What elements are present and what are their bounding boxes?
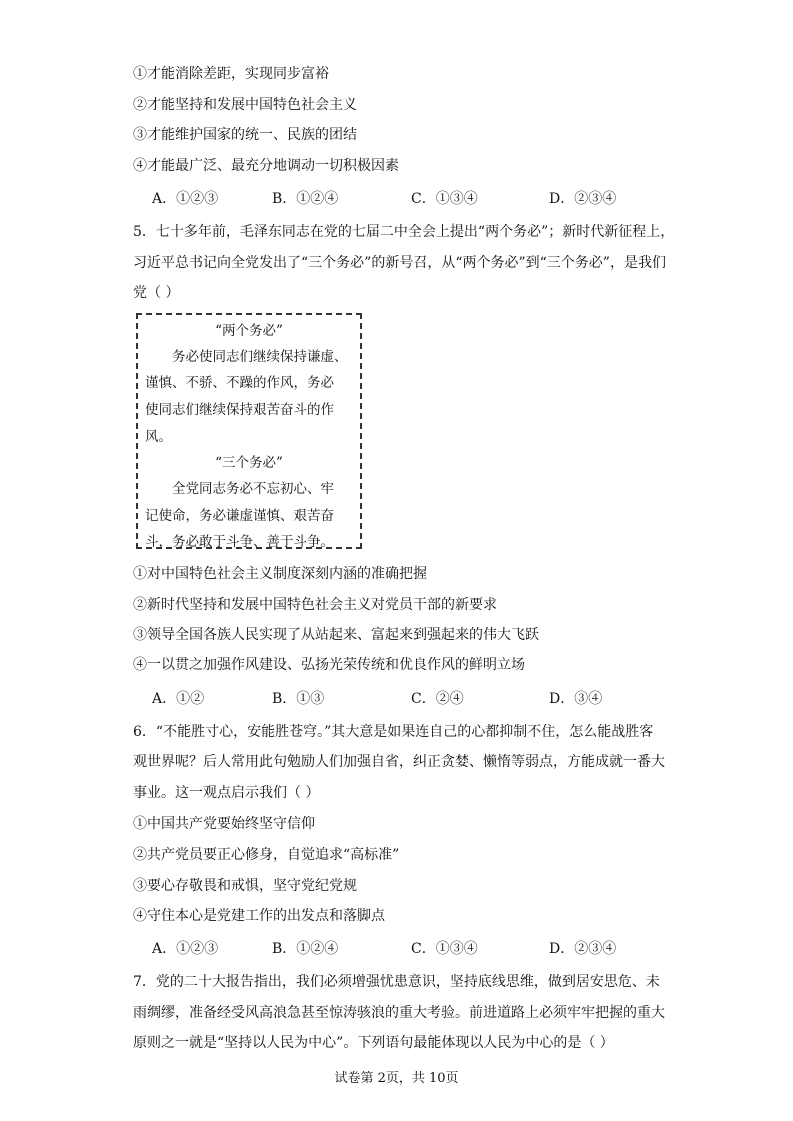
- q5-material-box: [136, 313, 362, 549]
- q5-statement-4: ④一以贯之加强作风建设、弘扬光荣传统和优良作风的鲜明立场: [133, 657, 525, 673]
- q6-options: [152, 939, 632, 959]
- q6-option-a[interactable]: A．①②③: [152, 941, 219, 957]
- q5-option-c[interactable]: C．②④: [411, 691, 464, 707]
- q4-option-c[interactable]: C．①③④: [411, 191, 478, 207]
- box-body2-line-1: 全党同志务必不忘初心、牢: [172, 481, 334, 497]
- q4-statement-1: ①才能消除差距，实现同步富裕: [133, 66, 329, 82]
- box-body2-line-2: 记使命，务必谦虚谨慎、艰苦奋: [145, 508, 334, 524]
- q4-statement-4: ④才能最广泛、最充分地调动一切积极因素: [133, 158, 399, 174]
- q6-option-b[interactable]: B．①②④: [272, 941, 339, 957]
- box-title-three-musts: “三个务必”: [215, 455, 283, 471]
- q5-statement-2: ②新时代坚持和发展中国特色社会主义对党员干部的新要求: [133, 597, 497, 613]
- q6-option-c[interactable]: C．①③④: [411, 941, 478, 957]
- q5-options: [152, 689, 632, 709]
- q6-statement-3: ③要心存敬畏和戒惧，坚守党纪党规: [133, 878, 357, 894]
- q4-option-d[interactable]: D．②③④: [549, 191, 617, 207]
- box-body2-line-3: 斗，务必敢于斗争、善于斗争。: [145, 534, 334, 550]
- q5-option-d[interactable]: D．③④: [549, 691, 603, 707]
- q7-stem-line-3: 原则之一就是“坚持以人民为中心”。下列语句最能体现以人民为中心的是（ ）: [133, 1035, 614, 1051]
- q6-statement-4: ④守住本心是党建工作的出发点和落脚点: [133, 908, 385, 924]
- q7-stem-line-2: 雨绸缪，准备经受风高浪急甚至惊涛骇浪的重大考验。前进道路上必须牢牢把握的重大: [133, 1005, 665, 1021]
- q4-statement-2: ②才能坚持和发展中国特色社会主义: [133, 97, 357, 113]
- q7-stem-line-1: 7．党的二十大报告指出，我们必须增强忧患意识，坚持底线思维，做到居安思危、未: [133, 974, 660, 990]
- q5-option-b[interactable]: B．①③: [272, 691, 325, 707]
- box-body1-line-3: 使同志们继续保持艰苦奋斗的作: [145, 402, 334, 418]
- q4-statement-3: ③才能维护国家的统一、民族的团结: [133, 127, 357, 143]
- q5-stem-line-2: 习近平总书记向全党发出了“三个务必”的新号召，从“两个务必”到“三个务必”，是我们: [133, 255, 666, 271]
- q6-statement-2: ②共产党员要正心修身，自觉追求“高标准”: [133, 847, 400, 863]
- q6-stem-line-2: 观世界呢？后人常用此句勉励人们加强自省，纠正贪婪、懒惰等弱点，方能成就一番大: [133, 754, 665, 770]
- q5-statement-3: ③领导全国各族人民实现了从站起来、富起来到强起来的伟大飞跃: [133, 627, 539, 643]
- q5-statement-1: ①对中国特色社会主义制度深刻内涵的准确把握: [133, 566, 427, 582]
- q4-option-a[interactable]: A．①②③: [152, 191, 219, 207]
- q5-stem-line-3: 党（ ）: [133, 285, 180, 301]
- page-footer: 试卷第 2页，共 10页: [334, 1071, 459, 1086]
- box-body1-line-4: 风。: [145, 429, 172, 445]
- box-title-two-musts: “两个务必”: [215, 323, 283, 339]
- q6-stem-line-3: 事业。这一观点启示我们（ ）: [133, 785, 320, 801]
- box-body1-line-1: 务必使同志们继续保持谦虚、: [172, 349, 348, 365]
- q5-option-a[interactable]: A．①②: [152, 691, 205, 707]
- q4-options: [152, 189, 632, 209]
- q6-stem-line-1: 6．“不能胜寸心，安能胜苍穹。”其大意是如果连自己的心都抑制不住，怎么能战胜客: [133, 724, 654, 740]
- q6-option-d[interactable]: D．②③④: [549, 941, 617, 957]
- q5-stem-line-1: 5．七十多年前，毛泽东同志在党的七届二中全会上提出“两个务必”；新时代新征程上，: [133, 224, 675, 240]
- q6-statement-1: ①中国共产党要始终坚守信仰: [133, 816, 315, 832]
- q4-option-b[interactable]: B．①②④: [272, 191, 339, 207]
- box-body1-line-2: 谨慎、不骄、不躁的作风，务必: [145, 375, 334, 391]
